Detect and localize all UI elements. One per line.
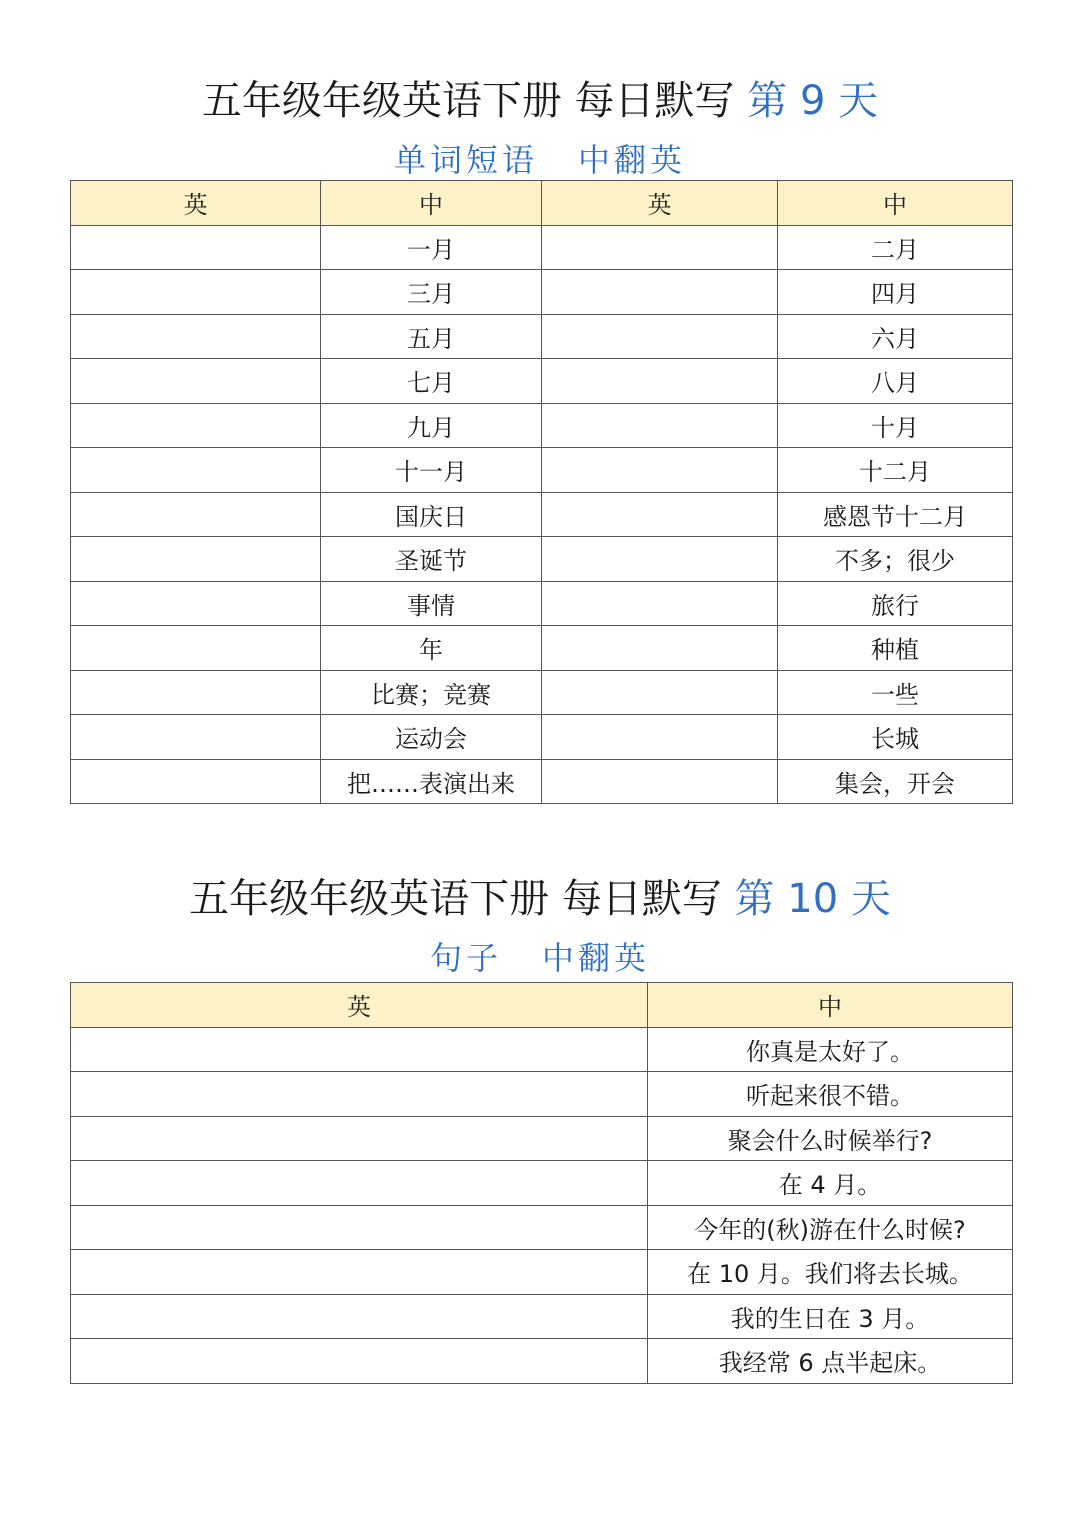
- answer-cell[interactable]: [542, 448, 778, 493]
- answer-cell[interactable]: [71, 1161, 648, 1206]
- answer-cell[interactable]: [71, 1250, 648, 1295]
- word-cell: 集会，开会: [778, 759, 1013, 804]
- answer-cell[interactable]: [71, 1027, 648, 1072]
- table-row: [71, 1027, 1013, 1072]
- sentence-cell: 聚会什么时候举行?: [648, 1116, 1013, 1161]
- word-cell: 五月: [321, 314, 542, 359]
- word-cell: 把……表演出来: [321, 759, 542, 804]
- day10-sentence-table: [70, 982, 1013, 1384]
- table-row: [71, 270, 1013, 315]
- sentence-cell: 在 10 月。我们将去长城。: [648, 1250, 1013, 1295]
- day10-subtitle-mode: 中翻英: [542, 939, 651, 977]
- word-cell: 比赛；竞赛: [321, 670, 542, 715]
- answer-cell[interactable]: [542, 759, 778, 804]
- table-row: [71, 581, 1013, 626]
- table-row: [71, 537, 1013, 582]
- header-english: 英: [71, 181, 321, 226]
- word-cell: 二月: [778, 225, 1013, 270]
- day10-subtitle-category: 句子: [429, 939, 502, 977]
- answer-cell[interactable]: [542, 537, 778, 582]
- table-row: [71, 1339, 1013, 1384]
- word-cell: 十二月: [778, 448, 1013, 493]
- word-cell: 国庆日: [321, 492, 542, 537]
- answer-cell[interactable]: [542, 581, 778, 626]
- answer-cell[interactable]: [71, 626, 321, 671]
- table-row: [71, 1116, 1013, 1161]
- word-cell: 八月: [778, 359, 1013, 404]
- word-cell: 六月: [778, 314, 1013, 359]
- day10-header-row: [71, 983, 1013, 1028]
- day10-title-day: 第 10 天: [734, 876, 891, 922]
- word-cell: 不多；很少: [778, 537, 1013, 582]
- word-cell: 长城: [778, 715, 1013, 760]
- header-english: 英: [542, 181, 778, 226]
- table-row: [71, 359, 1013, 404]
- answer-cell[interactable]: [71, 314, 321, 359]
- table-row: [71, 715, 1013, 760]
- answer-cell[interactable]: [71, 359, 321, 404]
- word-cell: 种植: [778, 626, 1013, 671]
- word-cell: 旅行: [778, 581, 1013, 626]
- table-row: [71, 448, 1013, 493]
- day9-subtitle: [0, 140, 1080, 180]
- word-cell: 三月: [321, 270, 542, 315]
- table-row: [71, 492, 1013, 537]
- day9-title: [0, 76, 1080, 126]
- answer-cell[interactable]: [542, 670, 778, 715]
- table-row: [71, 314, 1013, 359]
- sentence-cell: 我的生日在 3 月。: [648, 1294, 1013, 1339]
- answer-cell[interactable]: [542, 359, 778, 404]
- sentence-cell: 听起来很不错。: [648, 1072, 1013, 1117]
- day10-title-main: 五年级年级英语下册 每日默写: [189, 876, 722, 922]
- header-chinese: 中: [648, 983, 1013, 1028]
- answer-cell[interactable]: [71, 1116, 648, 1161]
- answer-cell[interactable]: [71, 715, 321, 760]
- answer-cell[interactable]: [71, 759, 321, 804]
- word-cell: 年: [321, 626, 542, 671]
- table-row: [71, 626, 1013, 671]
- header-chinese: 中: [778, 181, 1013, 226]
- table-row: [71, 1294, 1013, 1339]
- table-row: [71, 403, 1013, 448]
- sentence-cell: 在 4 月。: [648, 1161, 1013, 1206]
- word-cell: 感恩节十二月: [778, 492, 1013, 537]
- answer-cell[interactable]: [71, 537, 321, 582]
- answer-cell[interactable]: [71, 448, 321, 493]
- table-row: [71, 1072, 1013, 1117]
- word-cell: 一些: [778, 670, 1013, 715]
- word-cell: 圣诞节: [321, 537, 542, 582]
- word-cell: 四月: [778, 270, 1013, 315]
- day9-subtitle-category: 单词短语: [393, 141, 538, 179]
- day9-title-day: 第 9 天: [747, 78, 879, 124]
- answer-cell[interactable]: [71, 1205, 648, 1250]
- day9-title-main: 五年级年级英语下册 每日默写: [201, 78, 735, 124]
- table-row: [71, 1161, 1013, 1206]
- answer-cell[interactable]: [71, 1294, 648, 1339]
- word-cell: 九月: [321, 403, 542, 448]
- answer-cell[interactable]: [71, 581, 321, 626]
- day10-subtitle: [0, 938, 1080, 978]
- sentence-cell: 你真是太好了。: [648, 1027, 1013, 1072]
- table-row: [71, 1205, 1013, 1250]
- answer-cell[interactable]: [542, 225, 778, 270]
- answer-cell[interactable]: [542, 715, 778, 760]
- word-cell: 一月: [321, 225, 542, 270]
- answer-cell[interactable]: [71, 1072, 648, 1117]
- word-cell: 运动会: [321, 715, 542, 760]
- answer-cell[interactable]: [71, 670, 321, 715]
- header-chinese: 中: [321, 181, 542, 226]
- answer-cell[interactable]: [71, 270, 321, 315]
- day10-section: [0, 874, 1080, 978]
- answer-cell[interactable]: [542, 492, 778, 537]
- answer-cell[interactable]: [71, 492, 321, 537]
- word-cell: 事情: [321, 581, 542, 626]
- answer-cell[interactable]: [71, 403, 321, 448]
- answer-cell[interactable]: [542, 270, 778, 315]
- sentence-cell: 今年的(秋)游在什么时候?: [648, 1205, 1013, 1250]
- answer-cell[interactable]: [542, 626, 778, 671]
- table-row: [71, 225, 1013, 270]
- answer-cell[interactable]: [71, 225, 321, 270]
- day10-title: [0, 874, 1080, 924]
- sentence-cell: 我经常 6 点半起床。: [648, 1339, 1013, 1384]
- table-row: [71, 670, 1013, 715]
- word-cell: 七月: [321, 359, 542, 404]
- word-cell: 十月: [778, 403, 1013, 448]
- answer-cell[interactable]: [71, 1339, 648, 1384]
- answer-cell[interactable]: [542, 314, 778, 359]
- day9-word-table: [70, 180, 1013, 804]
- answer-cell[interactable]: [542, 403, 778, 448]
- day9-section: [0, 76, 1080, 180]
- day9-subtitle-mode: 中翻英: [578, 141, 687, 179]
- table-row: [71, 1250, 1013, 1295]
- table-row: [71, 759, 1013, 804]
- day9-header-row: [71, 181, 1013, 226]
- header-english: 英: [71, 983, 648, 1028]
- word-cell: 十一月: [321, 448, 542, 493]
